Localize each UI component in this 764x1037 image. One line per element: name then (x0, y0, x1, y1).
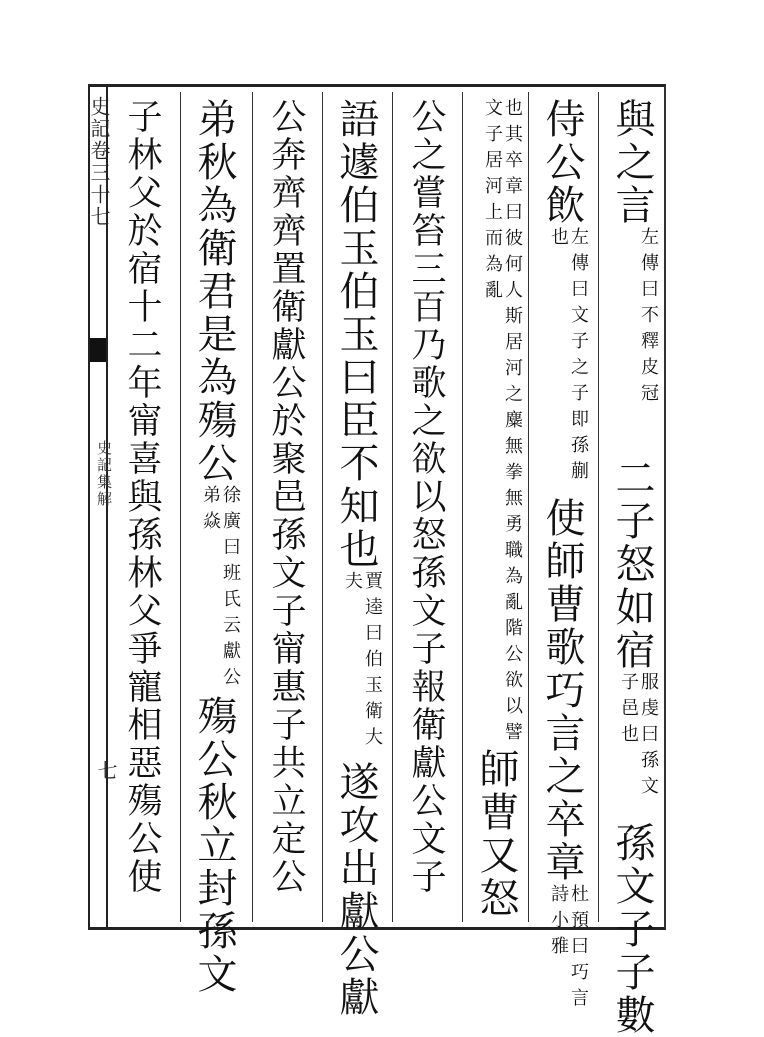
column-rule (598, 92, 599, 922)
column-rule (180, 92, 181, 922)
column-rule (462, 92, 463, 922)
annotation: 杜預曰巧言詩小雅 (548, 884, 589, 1014)
annotation: 左傳曰文子之子即孫蒯也 (548, 227, 589, 487)
main-text: 遂攻出獻公獻 (333, 761, 379, 1019)
main-text: 子林父於宿十二年甯喜與孫林父爭寵相惡殤公使 (122, 98, 162, 896)
column-rule (392, 92, 393, 922)
folio-number: 七 (94, 760, 118, 780)
text-column-5 (330, 98, 382, 1019)
text-column-7 (188, 98, 240, 996)
text-column-3 (470, 98, 522, 920)
text-column-8 (116, 98, 168, 896)
main-text: 二子怒如宿 (609, 457, 655, 672)
margin-title: 史記卷三十七 (87, 96, 111, 228)
main-text: 公之嘗笞三百乃歌之欲以怒孫文子報衛獻公文子 (406, 98, 446, 896)
text-column-4 (400, 98, 452, 896)
annotation: 徐廣曰班氏云獻公弟焱 (200, 485, 241, 693)
book-name: 史記集解 (95, 440, 113, 508)
main-text: 公奔齊齊置衛獻公於聚邑孫文子甯惠子共立定公 (266, 98, 306, 896)
text-column-6 (260, 98, 312, 896)
text-column-2 (536, 98, 588, 1034)
annotation: 服虔曰孫文子邑也 (618, 672, 659, 802)
main-text: 語遽伯玉伯玉曰臣不知也 (333, 98, 379, 571)
fish-tail-mark (90, 338, 106, 362)
annotation: 左傳曰不釋皮冠 (638, 227, 659, 409)
main-text: 殤公秋立封孫文 (191, 695, 237, 996)
main-text: 師曹又怒 (473, 748, 519, 920)
main-text: 與之言 (609, 98, 655, 227)
column-rule (252, 92, 253, 922)
main-text: 弟秋為衛君是為殤公 (191, 98, 237, 485)
column-rule (322, 92, 323, 922)
column-rule (528, 92, 529, 922)
annotation: 賈逵曰伯玉衛大夫 (342, 571, 383, 753)
main-text: 使師曹歌巧言之卒章 (539, 497, 585, 884)
text-column-1 (606, 98, 658, 1037)
main-text: 侍公飲 (539, 98, 585, 227)
main-text: 孫文子子數 (609, 822, 655, 1037)
annotation: 也其卒章曰彼何人斯居河之麋無拳無勇職為亂階公欲以譬文子居河上而為亂 (482, 98, 523, 748)
